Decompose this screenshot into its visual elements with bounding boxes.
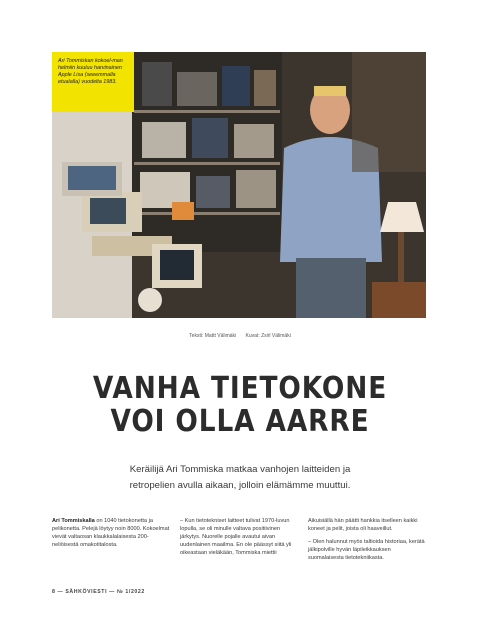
headline-line-2: VOI OLLA AARRE [110, 404, 370, 439]
body-column-2 [180, 517, 300, 562]
collection-photo [52, 52, 426, 318]
column-1-text: on 1040 tietokonetta ja pelikonetta. Pelejä löytyy noin 8000. Kokoelmat vievät valtaosan klaukkalalaisesta 200-neliöisestä omakotitalosta. [52, 518, 170, 548]
page-footer: 8 — SÄHKÖVIESTI — № 1/2022 [52, 589, 145, 595]
column-2-text: – Kun tietotekniset laitteet tulivat 1970-luvun lopulla, se oli minulle valtava positiivinen järkytys. Nuorelle pojalle avautui aivan uudenlainen maailma. En ole päässyt siitä yli oikeastaan vieläkään, Tommiska miettii [180, 518, 292, 556]
photo-credit: Kuvat: Zsirl Välimäki [245, 333, 291, 339]
person-name: Ari Tommiskalla [52, 518, 95, 524]
headline [29, 372, 451, 438]
body-column-1 [52, 517, 172, 554]
credits [0, 333, 480, 339]
body-column-3 [308, 517, 428, 567]
text-credit: Teksti: Mattt Välimäki [189, 333, 237, 339]
lead-paragraph: Keräilijä Ari Tommiska matkaa vanhojen laitteiden ja retropelien avulla aikaan, jolloin elämämme muuttui. [129, 464, 351, 491]
headline-line-1: VANHA TIETOKONE [92, 371, 388, 406]
photo-caption: Ari Tommiskan kokoel-man helmiin kuuluu harvinainen Apple Lisa (seeemmalla etualalla) vuodelta 1983. [52, 52, 134, 112]
column-3-paragraph-1: Aikuisiällä hän päätti hankkia itselleen kaikki koneet ja pelit, joista oli haaveillut. [308, 518, 418, 532]
column-3-paragraph-2: – Olen halunnut myös taltioida historiaa, kerätä jälkipolville hyvän läpileikkauksen suomalaisesta tietotekniikasta. [308, 539, 425, 561]
